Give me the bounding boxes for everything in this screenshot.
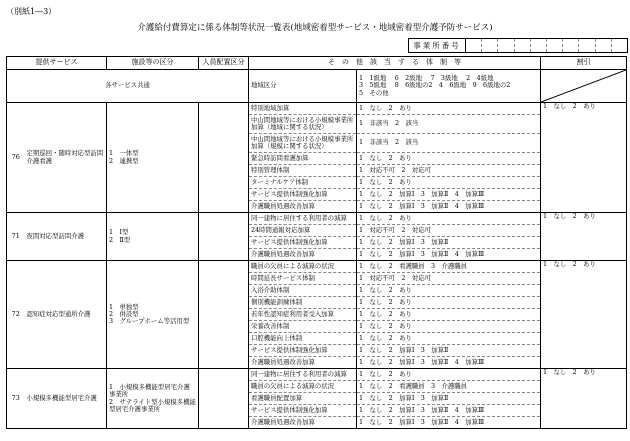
- area-option-line: 1 1級地 6 2級地 7 3級地 2 4級地: [359, 74, 494, 83]
- table-row: [7, 213, 627, 225]
- facility-options[interactable]: [107, 261, 199, 369]
- item-label: 時間延長サービス体制: [249, 273, 357, 285]
- service-name: 夜間対応型訪問介護: [25, 213, 107, 261]
- item-label: 若年性認知症利用者受入加算: [249, 309, 357, 321]
- item-options[interactable]: 1 なし 2 あり: [357, 333, 541, 345]
- item-options[interactable]: 1 非該当 2 該当: [357, 134, 541, 153]
- item-label: 24時間通報対応加算: [249, 225, 357, 237]
- table-row: [7, 261, 627, 273]
- item-label: 中山間地域等における小規模事業所加算（地域に関する状況）: [249, 115, 357, 134]
- service-name: 定期巡回・随時対応型訪問介護看護: [25, 103, 107, 213]
- wari-options[interactable]: 1 なし 2 あり: [541, 261, 627, 369]
- item-label: 看護職員配置加算: [249, 393, 357, 405]
- item-options[interactable]: 1 なし 2 加算Ⅰ 3 加算Ⅱ: [357, 237, 541, 249]
- service-code: 73: [7, 369, 25, 429]
- area-option-line: 5 その他: [359, 88, 389, 97]
- wari-options[interactable]: 1 なし 2 あり: [541, 103, 627, 213]
- office-number-digit[interactable]: [612, 39, 627, 52]
- item-label: 介護職員処遇改善加算: [249, 201, 357, 213]
- office-number-label: 事業所番号: [409, 39, 466, 52]
- office-number-digit[interactable]: [482, 39, 498, 52]
- item-options[interactable]: 1 なし 2 あり: [357, 103, 541, 115]
- facility-option: 1 単独型: [109, 302, 139, 311]
- col-header-facility: 施設等の区分: [107, 57, 199, 70]
- facility-option: 2 併設型: [109, 309, 139, 318]
- facility-options[interactable]: [107, 103, 199, 213]
- common-service-label: 各サービス共通: [7, 70, 249, 103]
- item-options[interactable]: 1 なし 2 あり: [357, 177, 541, 189]
- wari-options[interactable]: 1 なし 2 あり: [541, 213, 627, 261]
- office-number-box: [408, 38, 628, 53]
- col-header-items: そ の 他 該 当 す る 体 制 等: [249, 57, 541, 70]
- item-options[interactable]: 1 対応不可 2 対応可: [357, 225, 541, 237]
- item-label: 口腔機能向上体制: [249, 333, 357, 345]
- item-options[interactable]: 1 なし 2 加算Ⅰ 3 加算Ⅱ: [357, 345, 541, 357]
- item-label: サービス提供体制強化加算: [249, 189, 357, 201]
- service-name: 認知症対応型通所介護: [25, 261, 107, 369]
- facility-option: 1 一体型: [109, 149, 139, 158]
- office-number-digit[interactable]: [579, 39, 595, 52]
- col-header-wari: 割引: [541, 57, 627, 70]
- office-number-digit[interactable]: [466, 39, 482, 52]
- area-options[interactable]: [357, 70, 541, 103]
- item-options[interactable]: 1 なし 2 あり: [357, 309, 541, 321]
- facility-option: 1 小規模多機能型居宅介護事業所: [109, 383, 190, 399]
- item-options[interactable]: 1 なし 2 加算Ⅰ 3 加算Ⅱ 4 加算Ⅲ: [357, 357, 541, 369]
- office-number-digit[interactable]: [498, 39, 514, 52]
- item-options[interactable]: 1 非該当 2 該当: [357, 115, 541, 134]
- area-item-label: 地域区分: [249, 70, 357, 103]
- item-options[interactable]: 1 なし 2 加算Ⅰ 3 加算Ⅱ 4 加算Ⅲ: [357, 249, 541, 261]
- wari-blank: [541, 70, 627, 103]
- item-label: 介護職員処遇改善加算: [249, 417, 357, 429]
- item-label: サービス提供体制強化加算: [249, 405, 357, 417]
- staff-cell[interactable]: [199, 261, 249, 369]
- item-options[interactable]: 1 なし 2 あり: [357, 213, 541, 225]
- facility-option: 2 サテライト型小規模多機能型居宅介護事業所: [109, 397, 196, 413]
- item-label: 職員の欠員による減算の状況: [249, 261, 357, 273]
- item-label: ターミナルケア体制: [249, 177, 357, 189]
- office-number-digit[interactable]: [531, 39, 547, 52]
- item-label: 栄養改善体制: [249, 321, 357, 333]
- facility-option: 2 Ⅱ型: [109, 235, 131, 244]
- item-options[interactable]: 1 なし 2 あり: [357, 297, 541, 309]
- item-label: 介護職員処遇改善加算: [249, 357, 357, 369]
- item-options[interactable]: 1 なし 2 加算Ⅰ 3 加算Ⅱ: [357, 393, 541, 405]
- item-options[interactable]: 1 なし 2 あり: [357, 153, 541, 165]
- service-name: 小規模多機能型居宅介護: [25, 369, 107, 429]
- item-label: 同一建物に居住する利用者の減算: [249, 369, 357, 381]
- service-code: 72: [7, 261, 25, 369]
- facility-option: 2 連携型: [109, 156, 139, 165]
- facility-options[interactable]: [107, 369, 199, 429]
- col-header-staff: 人員配置区分: [199, 57, 249, 70]
- item-options[interactable]: 1 なし 2 加算Ⅰ 3 加算Ⅱ 4 加算Ⅲ: [357, 201, 541, 213]
- document-title: 介護給付費算定に係る体制等状況一覧表(地域密着型サービス・地域密着型介護予防サービス): [137, 23, 493, 33]
- item-options[interactable]: 1 なし 2 加算Ⅰ 3 加算Ⅱ 4 加算Ⅲ: [357, 417, 541, 429]
- service-code: 76: [7, 103, 25, 213]
- item-options[interactable]: 1 なし 2 看護職員 3 介護職員: [357, 381, 541, 393]
- office-number-digit[interactable]: [515, 39, 531, 52]
- item-label: 特別管理体制: [249, 165, 357, 177]
- staff-cell[interactable]: [199, 103, 249, 213]
- item-label: 職員の欠員による減算の状況: [249, 381, 357, 393]
- item-label: 同一建物に居住する利用者の減算: [249, 213, 357, 225]
- item-label: 特別地域加算: [249, 103, 357, 115]
- facility-option: 1 Ⅰ型: [109, 228, 129, 237]
- office-number-digit[interactable]: [547, 39, 563, 52]
- header-row: [7, 57, 627, 70]
- item-label: 入浴介助体制: [249, 285, 357, 297]
- item-label: サービス提供体制強化加算: [249, 237, 357, 249]
- item-options[interactable]: 1 なし 2 あり: [357, 321, 541, 333]
- facility-option: 3 グループホーム等活用型: [109, 317, 190, 326]
- facility-options[interactable]: [107, 213, 199, 261]
- document-label: （別紙1―3）: [6, 7, 57, 16]
- office-number-digit[interactable]: [596, 39, 612, 52]
- area-option-line: 3 5級地 8 6級地の2 4 6級地 9 6級地の2: [359, 81, 511, 90]
- table-row: [7, 103, 627, 115]
- item-label: 個別機能訓練体制: [249, 297, 357, 309]
- item-options[interactable]: 1 なし 2 看護職員 3 介護職員: [357, 261, 541, 273]
- service-code: 71: [7, 213, 25, 261]
- office-number-digit[interactable]: [563, 39, 579, 52]
- staff-cell[interactable]: [199, 213, 249, 261]
- item-options[interactable]: 1 対応不可 2 対応可: [357, 165, 541, 177]
- status-table: [6, 56, 627, 429]
- item-options[interactable]: 1 なし 2 あり: [357, 285, 541, 297]
- item-label: 介護職員処遇改善加算: [249, 249, 357, 261]
- item-label: サービス提供体制強化加算: [249, 345, 357, 357]
- table-row: [7, 369, 627, 381]
- item-options[interactable]: 1 対応不可 2 対応可: [357, 273, 541, 285]
- item-options[interactable]: 1 なし 2 加算Ⅰ 3 加算Ⅱ 4 加算Ⅲ: [357, 405, 541, 417]
- item-label: 中山間地域等における小規模事業所加算（規模に関する状況）: [249, 134, 357, 153]
- item-label: 緊急時訪問看護加算: [249, 153, 357, 165]
- item-options[interactable]: 1 なし 2 あり: [357, 369, 541, 381]
- staff-cell[interactable]: [199, 369, 249, 429]
- col-header-service: 提供サービス: [7, 57, 107, 70]
- item-options[interactable]: 1 なし 2 加算Ⅰ 3 加算Ⅱ 4 加算Ⅲ: [357, 189, 541, 201]
- common-row: [7, 70, 627, 103]
- wari-options[interactable]: 1 なし 2 あり: [541, 369, 627, 429]
